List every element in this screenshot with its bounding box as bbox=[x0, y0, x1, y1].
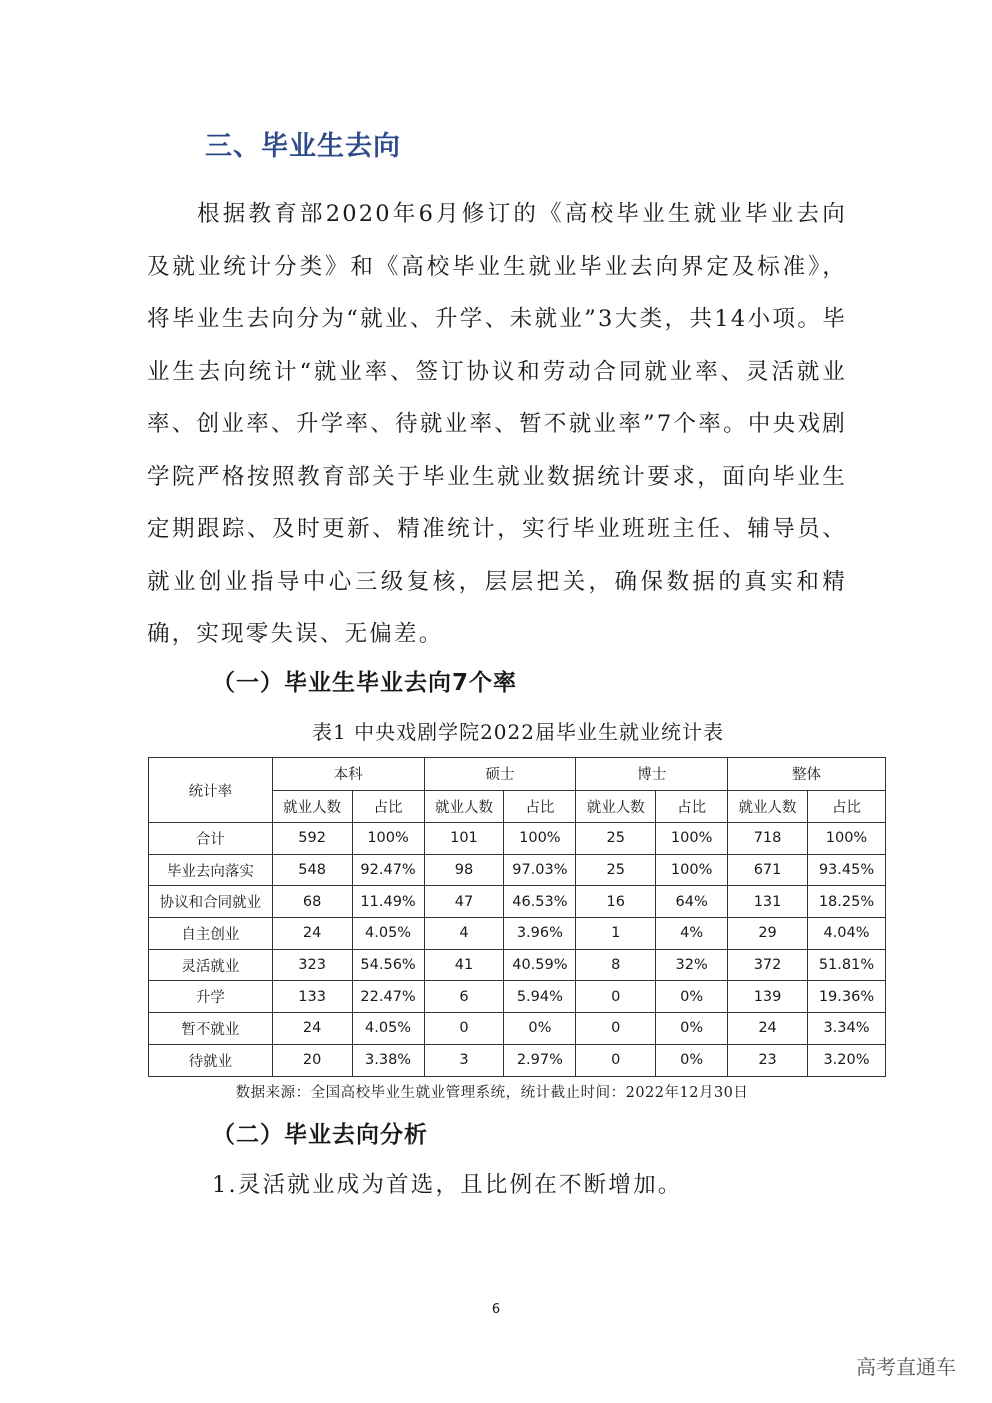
row-label: 合计 bbox=[149, 823, 273, 855]
table-cell: 0% bbox=[656, 1044, 728, 1076]
table-cell: 671 bbox=[728, 854, 808, 886]
table-row bbox=[149, 981, 886, 1013]
table-cell: 1 bbox=[576, 918, 656, 950]
table-cell: 2.97% bbox=[504, 1044, 576, 1076]
group-header: 本科 bbox=[272, 758, 424, 791]
table-cell: 0 bbox=[576, 1013, 656, 1045]
table-cell: 3 bbox=[424, 1044, 504, 1076]
table-cell: 4.04% bbox=[807, 918, 885, 950]
table-cell: 4% bbox=[656, 918, 728, 950]
table-cell: 92.47% bbox=[352, 854, 424, 886]
table-cell: 24 bbox=[728, 1013, 808, 1045]
table-row bbox=[149, 949, 886, 981]
table-cell: 323 bbox=[272, 949, 352, 981]
table-cell: 4.05% bbox=[352, 918, 424, 950]
table-cell: 93.45% bbox=[807, 854, 885, 886]
table-cell: 23 bbox=[728, 1044, 808, 1076]
table-row bbox=[149, 1044, 886, 1076]
row-label: 自主创业 bbox=[149, 918, 273, 950]
employment-stats-table bbox=[148, 757, 886, 1077]
table-cell: 3.96% bbox=[504, 918, 576, 950]
sub-header: 占比 bbox=[656, 790, 728, 823]
table-cell: 131 bbox=[728, 886, 808, 918]
table-cell: 24 bbox=[272, 1013, 352, 1045]
table-cell: 20 bbox=[272, 1044, 352, 1076]
table-cell: 0 bbox=[576, 981, 656, 1013]
table-cell: 100% bbox=[352, 823, 424, 855]
table-cell: 68 bbox=[272, 886, 352, 918]
table-cell: 32% bbox=[656, 949, 728, 981]
sub-header: 就业人数 bbox=[728, 790, 808, 823]
row-label: 待就业 bbox=[149, 1044, 273, 1076]
table-cell: 8 bbox=[576, 949, 656, 981]
table-cell: 548 bbox=[272, 854, 352, 886]
sub-header: 就业人数 bbox=[424, 790, 504, 823]
table-cell: 6 bbox=[424, 981, 504, 1013]
table-cell: 4 bbox=[424, 918, 504, 950]
table-cell: 0% bbox=[504, 1013, 576, 1045]
table-source-note: 数据来源：全国高校毕业生就业管理系统，统计截止时间：2022年12月30日 bbox=[235, 1085, 749, 1101]
table-cell: 47 bbox=[424, 886, 504, 918]
table-cell: 98 bbox=[424, 854, 504, 886]
table-cell: 16 bbox=[576, 886, 656, 918]
table-cell: 18.25% bbox=[807, 886, 885, 918]
table-row bbox=[149, 918, 886, 950]
sub-header: 占比 bbox=[352, 790, 424, 823]
table-row bbox=[149, 823, 886, 855]
table-row bbox=[149, 1013, 886, 1045]
table-cell: 25 bbox=[576, 854, 656, 886]
table-cell: 139 bbox=[728, 981, 808, 1013]
group-header: 硕士 bbox=[424, 758, 576, 791]
group-header: 博士 bbox=[576, 758, 728, 791]
table-cell: 100% bbox=[656, 854, 728, 886]
table-cell: 25 bbox=[576, 823, 656, 855]
table-cell: 718 bbox=[728, 823, 808, 855]
table-cell: 0 bbox=[576, 1044, 656, 1076]
table-row bbox=[149, 886, 886, 918]
table-cell: 97.03% bbox=[504, 854, 576, 886]
corner-header: 统计率 bbox=[149, 758, 273, 823]
sub-header: 占比 bbox=[504, 790, 576, 823]
table-cell: 101 bbox=[424, 823, 504, 855]
table-cell: 3.34% bbox=[807, 1013, 885, 1045]
table-cell: 19.36% bbox=[807, 981, 885, 1013]
table-cell: 3.38% bbox=[352, 1044, 424, 1076]
row-label: 暂不就业 bbox=[149, 1013, 273, 1045]
sub-header: 就业人数 bbox=[576, 790, 656, 823]
table-cell: 0 bbox=[424, 1013, 504, 1045]
table-cell: 54.56% bbox=[352, 949, 424, 981]
table-cell: 133 bbox=[272, 981, 352, 1013]
table-cell: 0% bbox=[656, 981, 728, 1013]
body-paragraph: 根据教育部2020年6月修订的《高校毕业生就业毕业去向及就业统计分类》和《高校毕业生就业毕业去向界定及标准》，将毕业生去向分为“就业、升学、未就业”3大类，共14小项。毕业生去向统计“就业率、签订协议和劳动合同就业率、灵活就业率、创业率、升学率、待就业率、暂不就业率”7个率。中央戏剧学院严格按照教育部关于毕业生就业数据统计要求，面向毕业生定期跟踪、及时更新、精准统计，实行毕业班班主任、辅导员、就业创业指导中心三级复核，层层把关，确保数据的真实和精确，实现零失误、无偏差。 bbox=[147, 201, 847, 647]
table-caption: 表1 中央戏剧学院2022届毕业生就业统计表 bbox=[312, 720, 724, 744]
subsection-heading-2: （二）毕业去向分析 bbox=[212, 1122, 428, 1148]
table-cell: 372 bbox=[728, 949, 808, 981]
row-label: 毕业去向落实 bbox=[149, 854, 273, 886]
row-label: 协议和合同就业 bbox=[149, 886, 273, 918]
table-cell: 0% bbox=[656, 1013, 728, 1045]
subsection-heading-1: （一）毕业生毕业去向7个率 bbox=[212, 670, 518, 696]
table-cell: 64% bbox=[656, 886, 728, 918]
table-cell: 100% bbox=[807, 823, 885, 855]
page-number: 6 bbox=[491, 1302, 501, 1317]
watermark-text: 高考直通车 bbox=[856, 1355, 956, 1379]
analysis-item-1: 1.灵活就业成为首选，且比例在不断增加。 bbox=[212, 1172, 683, 1198]
table-cell: 46.53% bbox=[504, 886, 576, 918]
sub-header: 占比 bbox=[807, 790, 885, 823]
section-title: 三、毕业生去向 bbox=[205, 131, 401, 162]
table-cell: 5.94% bbox=[504, 981, 576, 1013]
table-cell: 41 bbox=[424, 949, 504, 981]
table-cell: 3.20% bbox=[807, 1044, 885, 1076]
table-cell: 4.05% bbox=[352, 1013, 424, 1045]
table-cell: 40.59% bbox=[504, 949, 576, 981]
table-cell: 100% bbox=[656, 823, 728, 855]
table-body bbox=[149, 823, 886, 1077]
table-cell: 51.81% bbox=[807, 949, 885, 981]
sub-header: 就业人数 bbox=[272, 790, 352, 823]
row-label: 升学 bbox=[149, 981, 273, 1013]
row-label: 灵活就业 bbox=[149, 949, 273, 981]
table-cell: 22.47% bbox=[352, 981, 424, 1013]
table-cell: 100% bbox=[504, 823, 576, 855]
group-header: 整体 bbox=[728, 758, 886, 791]
table-cell: 29 bbox=[728, 918, 808, 950]
table-cell: 24 bbox=[272, 918, 352, 950]
table-cell: 592 bbox=[272, 823, 352, 855]
table-row bbox=[149, 854, 886, 886]
table-cell: 11.49% bbox=[352, 886, 424, 918]
